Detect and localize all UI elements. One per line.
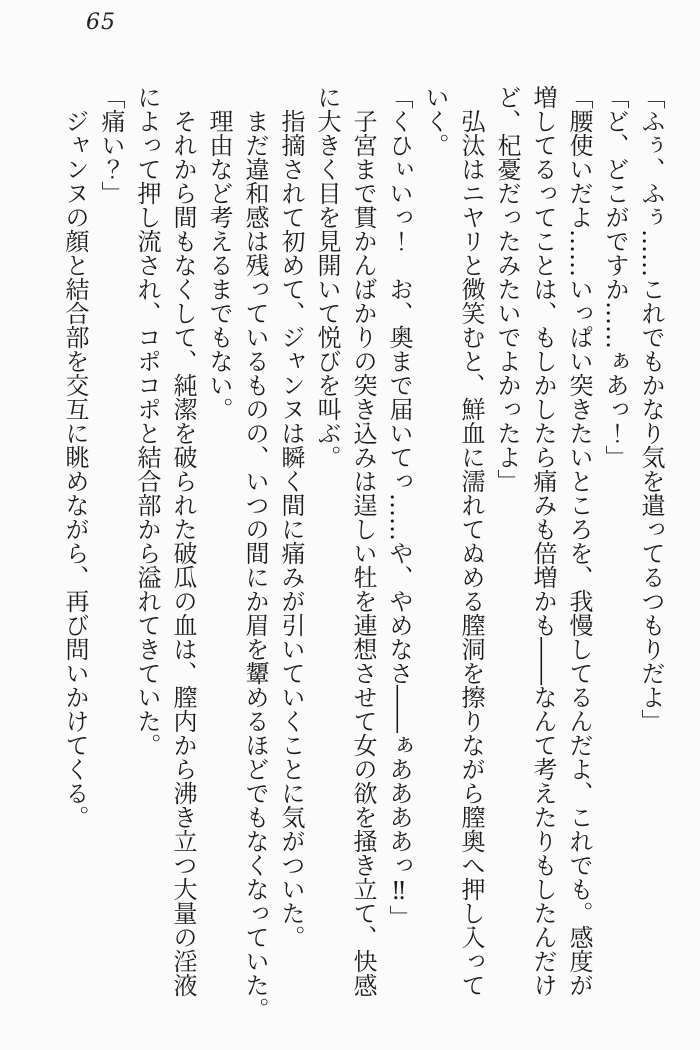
text-line: に大きく目を見開いて悦びを叫ぶ。 [313,85,341,469]
text-line: いく。 [421,85,449,157]
text-line: 理由など考えるまでもない。 [205,109,233,421]
text-line: 「ふぅ、ふぅ……これでもかなり気を遣ってるつもりだよ」 [637,85,665,733]
text-line: 弘汰はニヤリと微笑むと、鮮血に濡れてぬめる膣洞を擦りながら膣奥へ押し入って [457,109,485,997]
text-line: まだ違和感は残っているものの、いつの間にか眉を顰めるほどでもなくなっていた。 [241,109,269,1021]
text-line: 「くひぃいっ！ お、奥まで届いてっ……や、やめなさ――ぁああああっ‼」 [385,85,413,929]
text-line: 「腰使いだよ……いっぱい突きたいところを、我慢してるんだよ、これでも。感度が [565,85,593,997]
text-line: 増してるってことは、もしかしたら痛みも倍増かも――なんて考えたりもしたんだけ [529,85,557,997]
text-line: によって押し流され、コポコポと結合部から溢れてきていた。 [133,85,161,757]
text-line: 子宮まで貫かんばかりの突き込みは逞しい牡を連想させて女の欲を掻き立て、快感 [349,109,377,997]
text-line: 指摘されて初めて、ジャンヌは瞬く間に痛みが引いていくことに気がついた。 [277,109,305,949]
text-line: それから間もなくして、純潔を破られた破瓜の血は、膣内から沸き立つ大量の淫液 [169,109,197,997]
text-line: 「痛い？」 [97,85,125,205]
text-line: 「ど、どこがですか……ぁあっ！」 [601,85,629,469]
page-text [55,85,669,1021]
page-number: 65 [86,10,116,35]
text-line: ジャンヌの顔と結合部を交互に眺めながら、再び問いかけてくる。 [61,109,89,829]
text-line: ど、杞憂だったみたいでよかったよ」 [493,85,521,493]
